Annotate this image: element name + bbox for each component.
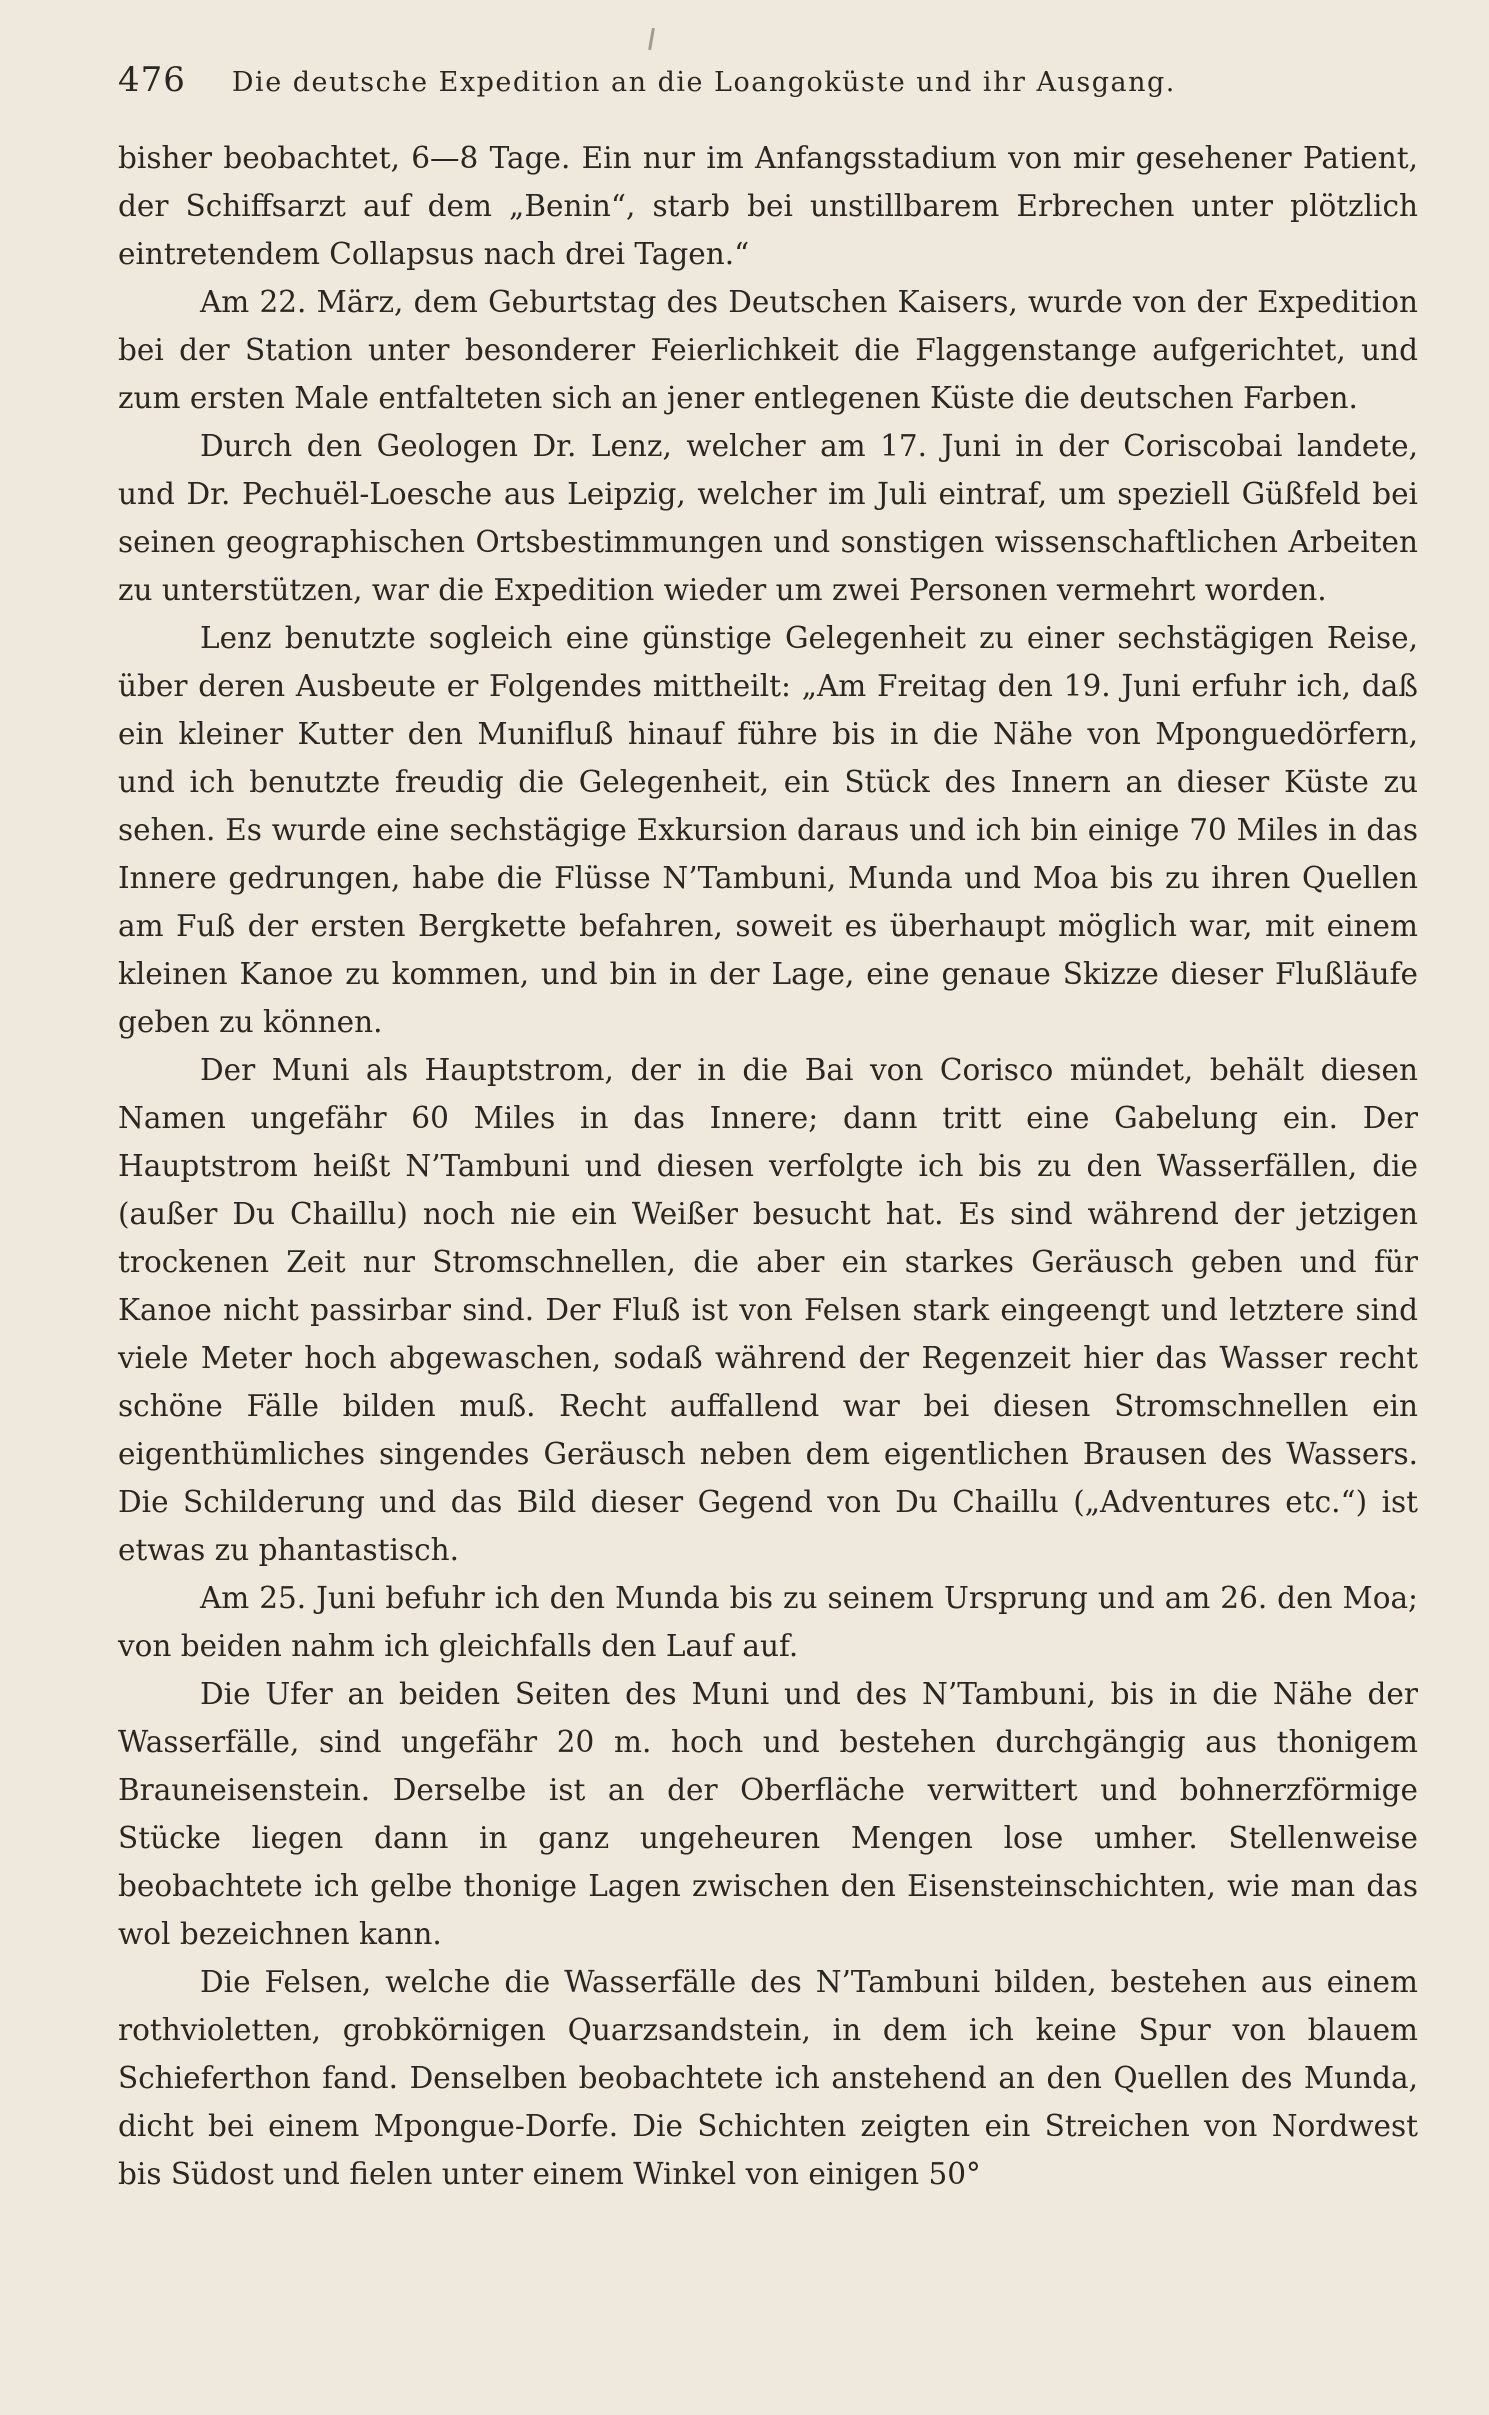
paragraph: Der Muni als Hauptstrom, der in die Bai von Corisco mündet, behält diesen Namen ungefähr 60 Miles in das Innere; dann tritt eine Gabelung ein. Der Hauptstrom heißt N’Tambuni und diesen verfolgte ich bis zu den Wasserfällen, die (außer Du Chaillu) noch nie ein Weißer besucht hat. Es sind während der jetzigen trockenen Zeit nur Stromschnellen, die aber ein starkes Geräusch geben und für Kanoe nicht passirbar sind. Der Fluß ist von Felsen stark eingeengt und letztere sind viele Meter hoch abgewaschen, sodaß während der Regenzeit hier das Wasser recht schöne Fälle bilden muß. Recht auffallend war bei diesen Stromschnellen ein eigenthümliches singendes Geräusch neben dem eigentlichen Brausen des Wassers. Die Schilderung und das Bild dieser Gegend von Du Chaillu („Adventures etc.“) ist etwas zu phantastisch.: [118, 1053, 1418, 1567]
paragraph: Die Ufer an beiden Seiten des Muni und des N’Tambuni, bis in die Nähe der Wasserfälle, sind ungefähr 20 m. hoch und bestehen durchgängig aus thonigem Brauneisenstein. Derselbe ist an der Oberfläche verwittert und bohnerzförmige Stücke liegen dann in ganz ungeheuren Mengen lose umher. Stellenweise beobachtete ich gelbe thonige Lagen zwischen den Eisensteinschichten, wie man das wol bezeichnen kann.: [118, 1677, 1418, 1951]
page-header: [118, 60, 1418, 116]
body-text: [118, 134, 1418, 2198]
ink-mark: [648, 28, 655, 50]
paragraph: Am 22. März, dem Geburtstag des Deutschen Kaisers, wurde von der Expedition bei der Station unter besonderer Feierlichkeit die Flaggenstange aufgerichtet, und zum ersten Male entfalteten sich an jener entlegenen Küste die deutschen Farben.: [118, 285, 1418, 415]
paragraph: Am 25. Juni befuhr ich den Munda bis zu seinem Ursprung und am 26. den Moa; von beiden nahm ich gleichfalls den Lauf auf.: [118, 1581, 1418, 1663]
running-head: Die deutsche Expedition an die Loangoküste und ihr Ausgang.: [231, 67, 1176, 98]
paragraph: Lenz benutzte sogleich eine günstige Gelegenheit zu einer sechstägigen Reise, über deren Ausbeute er Folgendes mittheilt: „Am Freitag den 19. Juni erfuhr ich, daß ein kleiner Kutter den Munifluß hinauf führe bis in die Nähe von Mponguedörfern, und ich benutzte freudig die Gelegenheit, ein Stück des Innern an dieser Küste zu sehen. Es wurde eine sechstägige Exkursion daraus und ich bin einige 70 Miles in das Innere gedrungen, habe die Flüsse N’Tambuni, Munda und Moa bis zu ihren Quellen am Fuß der ersten Bergkette befahren, soweit es überhaupt möglich war, mit einem kleinen Kanoe zu kommen, und bin in der Lage, eine genaue Skizze dieser Flußläufe geben zu können.: [118, 621, 1418, 1039]
page-number: 476: [118, 60, 186, 100]
paragraph: Die Felsen, welche die Wasserfälle des N’Tambuni bilden, bestehen aus einem rothvioletten, grobkörnigen Quarzsandstein, in dem ich keine Spur von blauem Schieferthon fand. Denselben beobachtete ich anstehend an den Quellen des Munda, dicht bei einem Mpongue-Dorfe. Die Schichten zeigten ein Streichen von Nordwest bis Südost und fielen unter einem Winkel von einigen 50°: [118, 1965, 1418, 2191]
book-page: [118, 60, 1418, 2360]
paragraph: bisher beobachtet, 6—8 Tage. Ein nur im Anfangsstadium von mir gesehener Patient, der Schiffsarzt auf dem „Benin“, starb bei unstillbarem Erbrechen unter plötzlich eintretendem Collapsus nach drei Tagen.“: [118, 141, 1418, 271]
paragraph: Durch den Geologen Dr. Lenz, welcher am 17. Juni in der Coriscobai landete, und Dr. Pechuël-Loesche aus Leipzig, welcher im Juli eintraf, um speziell Güßfeld bei seinen geographischen Ortsbestimmungen und sonstigen wissenschaftlichen Arbeiten zu unterstützen, war die Expedition wieder um zwei Personen vermehrt worden.: [118, 429, 1418, 607]
